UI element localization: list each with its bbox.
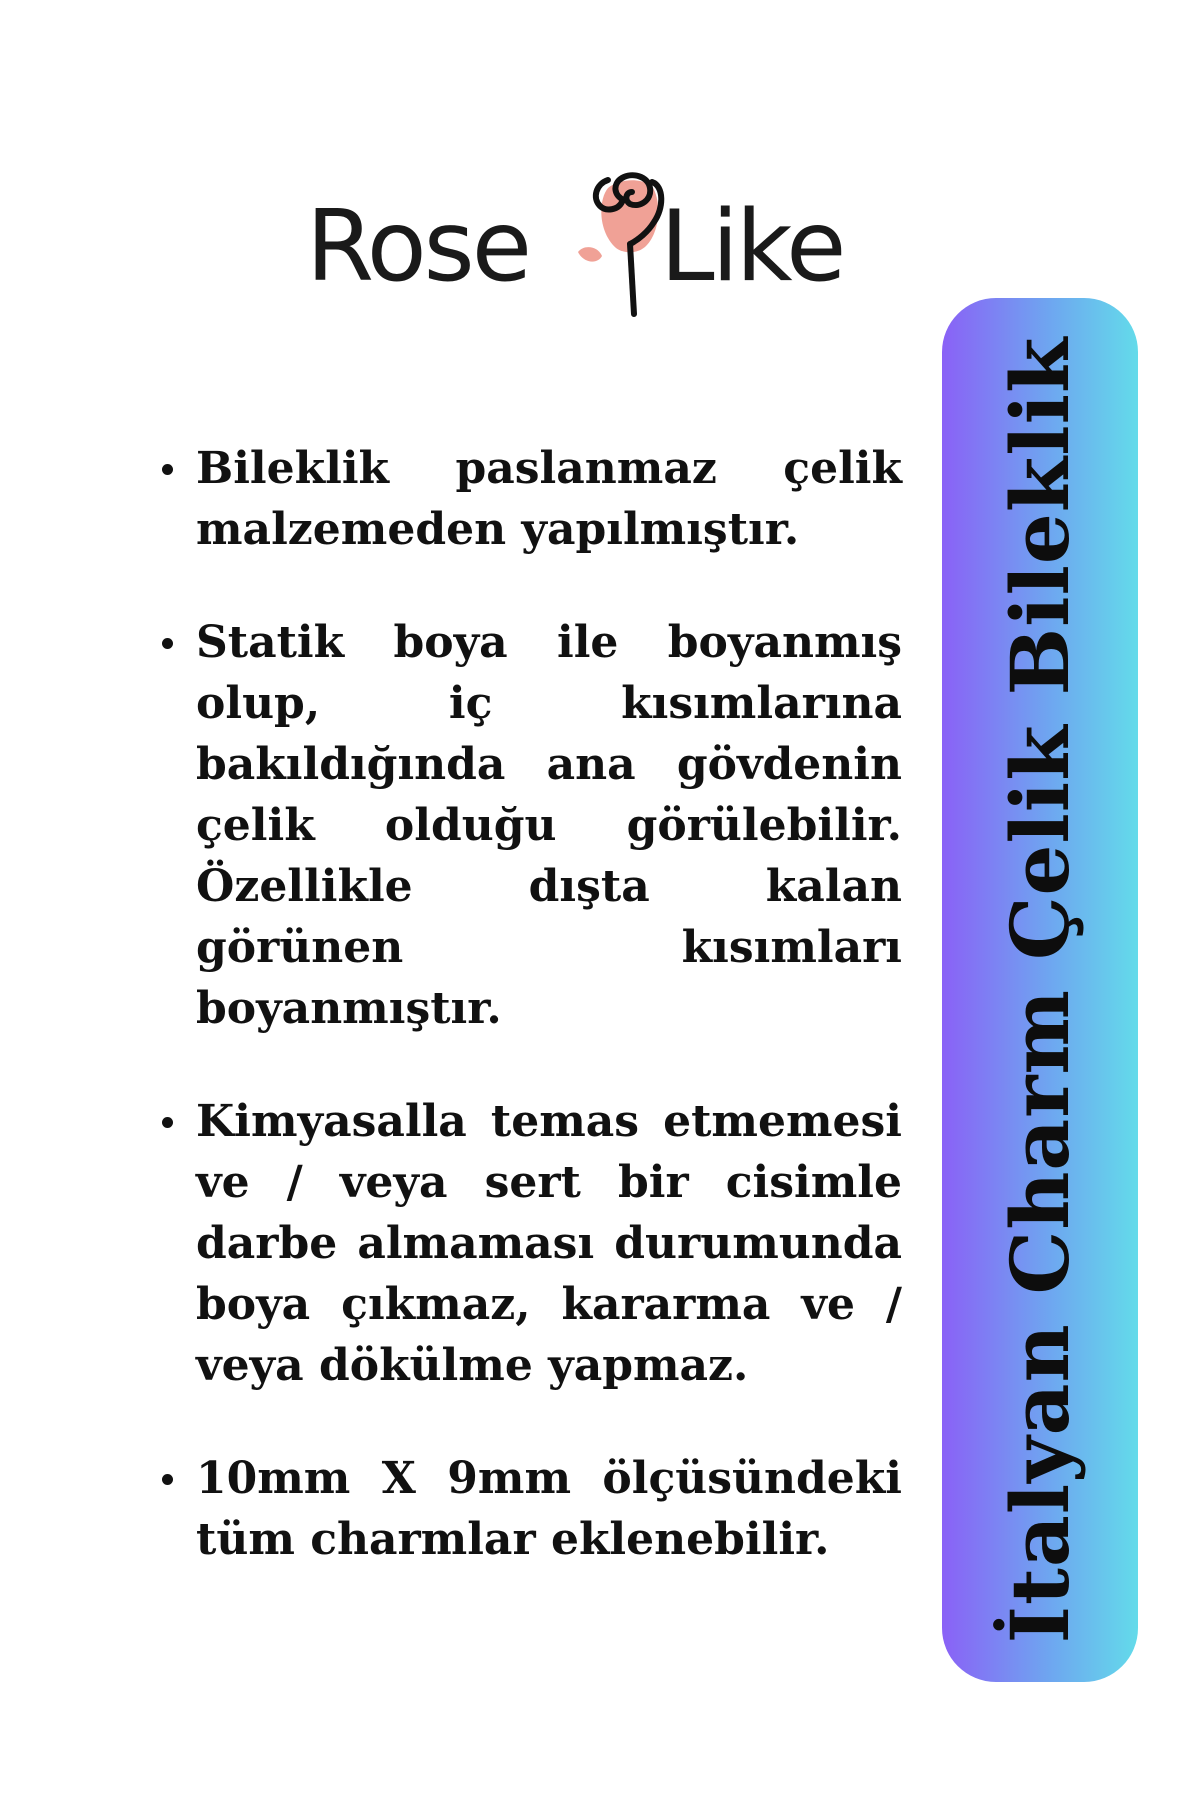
feature-item: Statik boya ile boyanmış olup, iç kısımlarına bakıldığında ana gövdenin çelik olduğu görülebilir. Özellikle dışta kalan görünen kısımları boyanmıştır. — [150, 612, 902, 1039]
brand-name-like: Like — [660, 190, 844, 304]
feature-item: Kimyasalla temas etmemesi ve / veya sert bir cisimle darbe almaması durumunda boya çıkmaz, kararma ve / veya dökülme yapmaz. — [150, 1091, 902, 1396]
feature-item: 10mm X 9mm ölçüsündeki tüm charmlar eklenebilir. — [150, 1448, 902, 1570]
feature-list — [150, 438, 902, 1622]
feature-item: Bileklik paslanmaz çelik malzemeden yapılmıştır. — [150, 438, 902, 560]
brand-name-rose: Rose — [306, 190, 529, 304]
side-banner — [942, 298, 1138, 1682]
brand-logo — [300, 160, 900, 320]
side-banner-title: İtalyan Charm Çelik Bileklik — [993, 336, 1087, 1644]
